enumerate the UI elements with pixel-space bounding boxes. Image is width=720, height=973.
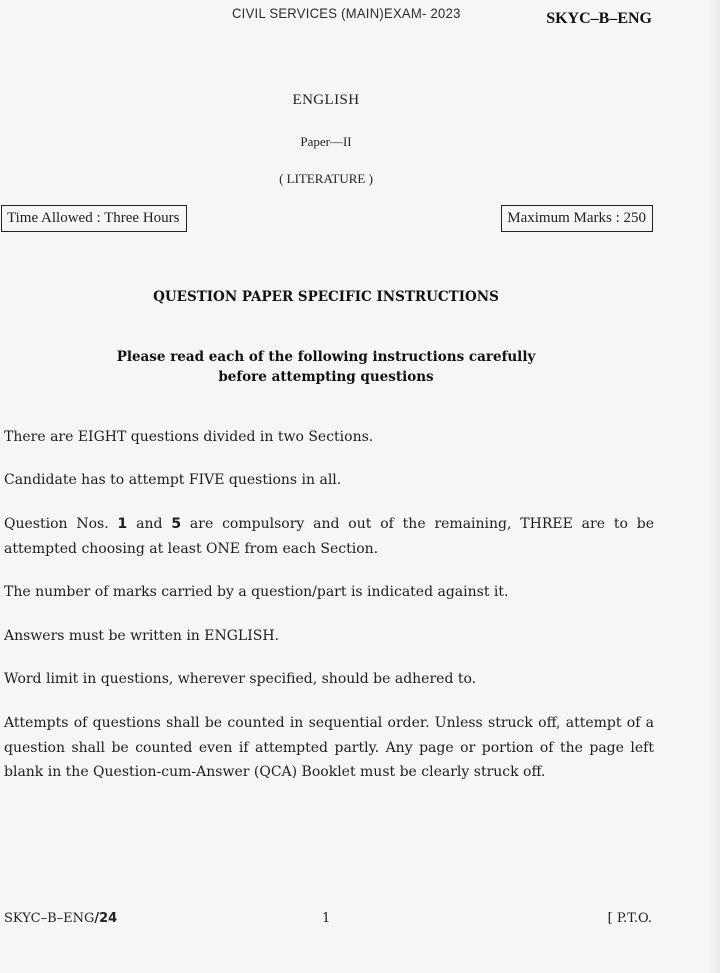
read-notice-line-2: before attempting questions [218,369,434,385]
footer-paper-code [4,911,117,926]
paper-label: Paper—II [300,134,352,149]
footer-copies: /24 [94,911,118,926]
paper-code: SKYC–B–ENG [546,10,652,27]
instruction-3-mid: and [127,516,172,532]
instruction-6: Word limit in questions, wherever specified, should be adhered to. [4,671,477,687]
page-number: 1 [322,911,331,926]
exam-stamp: CIVIL SERVICES (MAIN)EXAM- 2023 [232,5,461,21]
scan-edge-shadow [706,0,720,973]
instruction-3 [4,512,654,561]
question-number-5: 5 [171,516,182,532]
instruction-3-post: are compulsory and out of the remaining, THREE are to be attempted choosing at least ONE from each Section. [4,516,654,557]
section-label: ( LITERATURE ) [279,171,373,186]
read-carefully-notice [0,347,652,387]
instruction-3-pre: Question Nos. [4,516,118,532]
maximum-marks-box: Maximum Marks : 250 [501,205,653,232]
instruction-1: There are EIGHT questions divided in two Sections. [4,429,374,445]
please-turn-over: [ P.T.O. [607,911,652,926]
read-notice-line-1: Please read each of the following instructions carefully [116,349,536,365]
instruction-2: Candidate has to attempt FIVE questions in all. [4,472,342,488]
footer-code: SKYC–B–ENG [4,911,95,926]
instruction-5: Answers must be written in ENGLISH. [4,628,279,644]
time-allowed-box: Time Allowed : Three Hours [1,205,187,232]
instruction-4: The number of marks carried by a question/part is indicated against it. [4,584,509,600]
instructions-heading: QUESTION PAPER SPECIFIC INSTRUCTIONS [153,289,499,305]
subject-title: ENGLISH [292,92,360,108]
question-number-1: 1 [117,516,128,532]
instruction-7: Attempts of questions shall be counted in sequential order. Unless struck off, attempt of a question shall be counted even if attempted partly. Any page or portion of the page left blank in the Question-cum-Answer (QCA) Booklet must be clearly struck off. [4,715,654,780]
